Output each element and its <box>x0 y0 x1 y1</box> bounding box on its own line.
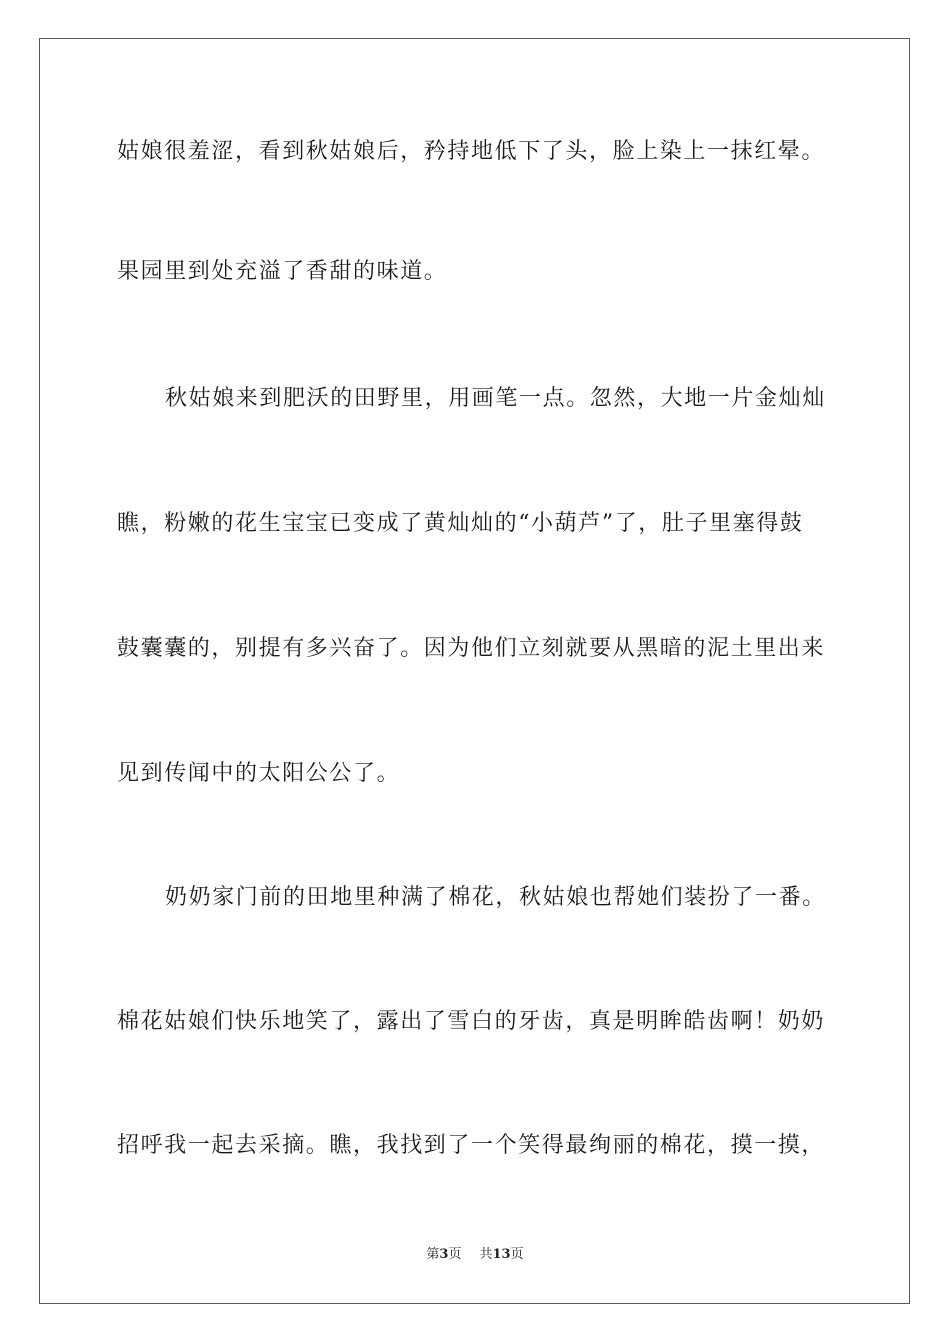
text-line-9: 招呼我一起去采摘。瞧，我找到了一个笑得最绚丽的棉花，摸一摸， <box>117 1133 826 1158</box>
footer-page-number: 3 <box>439 1247 449 1262</box>
footer-page-prefix: 第 <box>426 1247 440 1262</box>
text-line-5: 鼓囊囊的，别提有多兴奋了。因为他们立刻就要从黑暗的泥土里出来 <box>117 636 826 661</box>
page-border <box>39 38 910 1304</box>
footer-total-pages: 13 <box>492 1247 511 1262</box>
text-line-2: 果园里到处充溢了香甜的味道。 <box>117 259 448 284</box>
text-line-8: 棉花姑娘们快乐地笑了，露出了雪白的牙齿，真是明眸皓齿啊！奶奶 <box>117 1009 826 1034</box>
text-line-7: 奶奶家门前的田地里种满了棉花，秋姑娘也帮她们装扮了一番。 <box>165 885 826 910</box>
text-line-3: 秋姑娘来到肥沃的田野里，用画笔一点。忽然，大地一片金灿灿 <box>165 386 826 411</box>
text-line-4: 瞧，粉嫩的花生宝宝已变成了黄灿灿的“小葫芦”了，肚子里塞得鼓 <box>117 511 804 536</box>
page-footer <box>0 1246 950 1264</box>
footer-page-suffix: 页 <box>448 1247 462 1262</box>
footer-total-suffix: 页 <box>510 1247 524 1262</box>
text-line-6: 见到传闻中的太阳公公了。 <box>117 761 401 786</box>
footer-total-prefix: 共 <box>479 1247 493 1262</box>
text-line-1: 姑娘很羞涩，看到秋姑娘后，矜持地低下了头，脸上染上一抹红晕。 <box>117 139 826 164</box>
